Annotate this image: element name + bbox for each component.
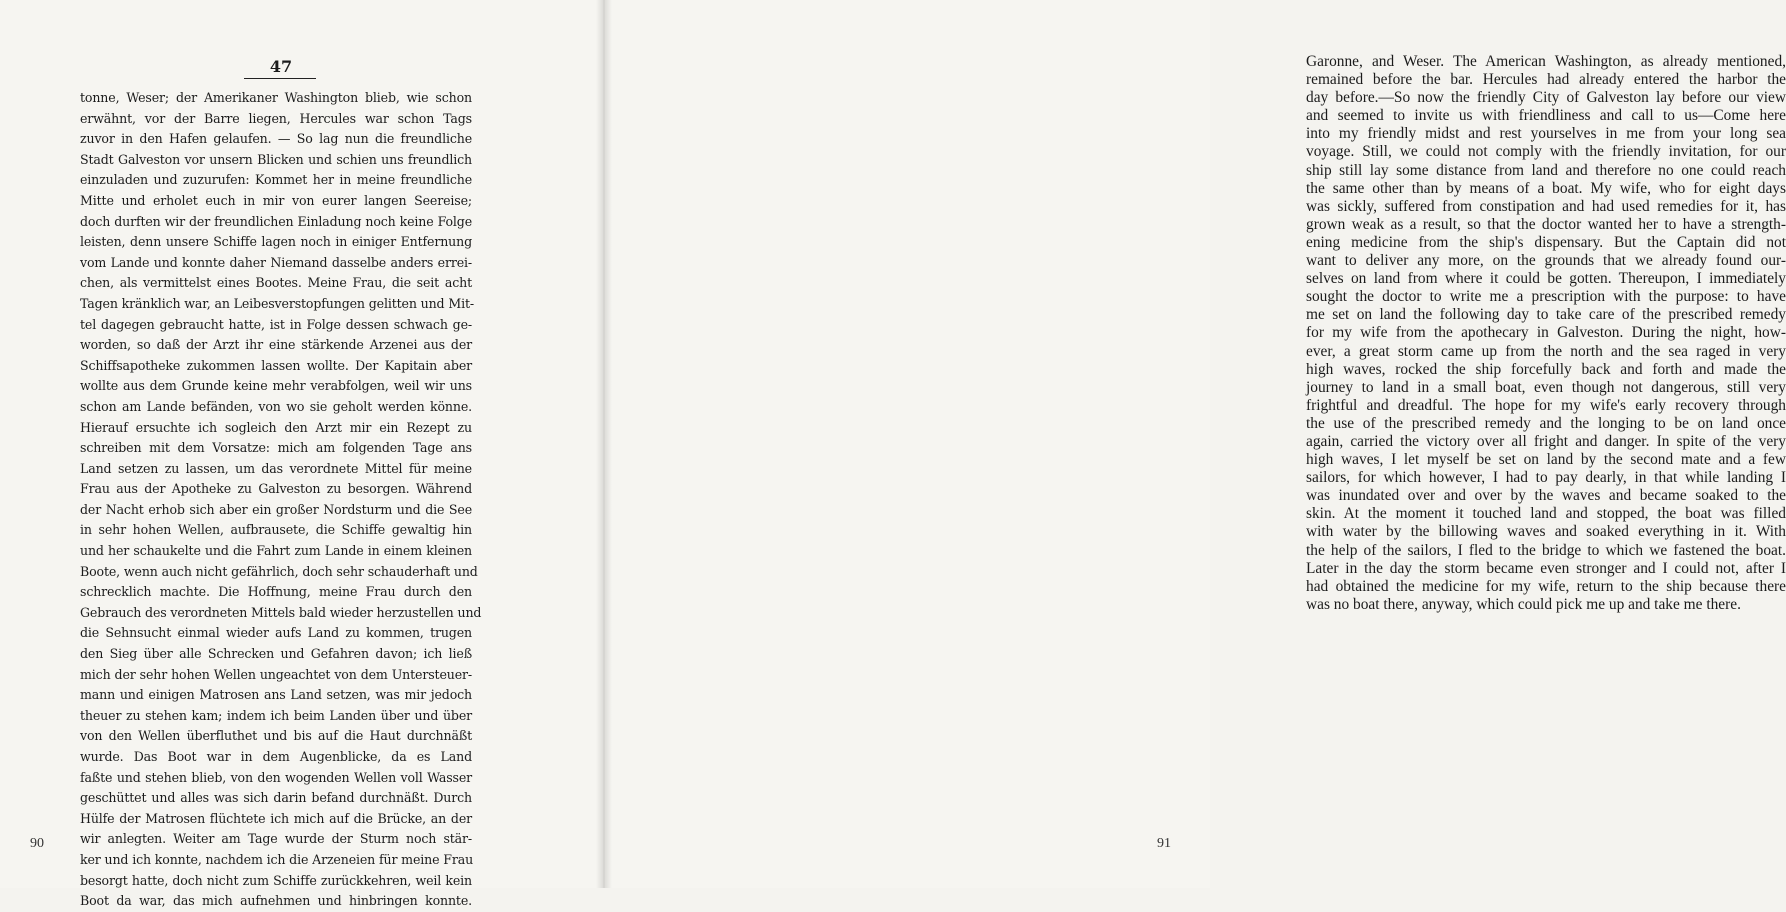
right-page (604, 0, 1786, 888)
text-line: worden, so daß der Arzt ihr eine stärkende Arzenei aus der (80, 337, 472, 353)
text-line: geschüttet und alles was sich darin befand durchnäßt. Durch (80, 790, 472, 806)
text-line: wurde. Das Boot war in dem Augenblicke, da es Land (80, 749, 472, 764)
text-line: sought the doctor to write me a prescription with the purpose: to have (1306, 288, 1786, 306)
text-line: schrecklich machte. Die Hoffnung, meine Frau durch den (80, 584, 472, 600)
text-line: chen, als vermittelst eines Bootes. Meine Frau, die seit acht (80, 275, 472, 291)
text-line: frightful and dreadful. The hope for my wife's early recovery through (1306, 396, 1786, 414)
text-line: mich der sehr hohen Wellen ungeachtet von dem Untersteuer- (80, 666, 472, 682)
text-line: Land setzen zu lassen, um das verordnete Mittel für meine (80, 460, 472, 476)
text-line: had obtained the medicine for my wife, return to the ship because there (1306, 577, 1786, 595)
text-line: voyage. Still, we could not comply with the friendly invitation, for our (1306, 143, 1786, 161)
text-line: day before.—So now the friendly City of Galveston lay before our view (1306, 89, 1786, 107)
text-line: einzuladen und zuzurufen: Kommet her in meine freundliche (80, 172, 472, 188)
text-line: remained before the bar. Hercules had already entered the harbor the (1306, 71, 1786, 89)
text-line: theuer zu stehen kam; indem ich beim Landen über und über (80, 707, 472, 723)
text-line: selves on land from where it could be gotten. Thereupon, I immediately (1306, 270, 1786, 288)
text-line: the help of the sailors, I fled to the bridge to which we fastened the boat. (1306, 541, 1786, 559)
text-line: doch durften wir der freundlichen Einladung noch keine Folge (80, 213, 472, 229)
text-line: von den Wellen überfluthet und bis auf die Haut durchnäßt (80, 728, 472, 744)
text-line: Schiffsapotheke zukommen lassen wollte. Der Kapitain aber (80, 357, 472, 373)
text-line: vom Lande und konnte daher Niemand dasselbe anders errei- (80, 254, 472, 270)
text-line: Later in the day the storm became even stronger and I could not, after I (1306, 559, 1786, 577)
text-line: was sickly, suffered from constipation and had used remedies for it, has (1306, 197, 1786, 215)
text-line: der Nacht erhob sich aber ein großer Nordsturm und die See (80, 501, 472, 517)
text-line: with water by the billowing waves and soaked everything in it. With (1306, 523, 1786, 541)
text-line: wollte aus dem Grunde keine mehr verabfolgen, weil wir uns (80, 378, 472, 394)
text-line: ship still lay some distance from land and therefore no one could reach (1306, 161, 1786, 179)
text-line: sailors, for which however, I had to pay dearly, in that while landing I (1306, 469, 1786, 487)
text-line: den Sieg über alle Schrecken und Gefahren davon; ich ließ (80, 646, 472, 662)
text-line: zuvor in den Hafen gelaufen. — So lag nun die freundliche (80, 131, 472, 147)
left-folio: 90 (30, 836, 44, 851)
text-line: high waves, rocked the ship forcefully back and forth and made the (1306, 360, 1786, 378)
text-line: ening medicine from the ship's dispensary. But the Captain did not (1306, 233, 1786, 251)
text-line: Stadt Galveston vor unsern Blicken und schien uns freundlich (80, 151, 472, 167)
text-line: in sehr hohen Wellen, aufbrausete, die Schiffe gewaltig hin (80, 522, 472, 538)
text-line: was no boat there, anyway, which could pick me up and take me there. (1306, 595, 1741, 613)
page-number-rule (244, 78, 316, 79)
text-line: ever, a great storm came up from the north and the sea raged in very (1306, 342, 1786, 360)
text-line: skin. At the moment it touched land and stopped, the boat was filled (1306, 505, 1786, 523)
text-line: Hierauf ersuchte ich sogleich den Arzt mir ein Rezept zu (80, 419, 472, 435)
text-line: mann und einigen Matrosen ans Land setzen, was mir jedoch (80, 687, 472, 703)
text-line: was inundated over and over by the waves and became soaked to the (1306, 487, 1786, 505)
text-line: erwähnt, vor der Barre liegen, Hercules war schon Tags (80, 110, 472, 126)
text-line: faßte und stehen blieb, von den wogenden Wellen voll Wasser (80, 769, 472, 785)
german-text-block (80, 88, 482, 912)
text-line: for my wife from the apothecary in Galveston. During the night, how- (1306, 324, 1786, 342)
text-line: tonne, Weser; der Amerikaner Washington blieb, wie schon (80, 90, 472, 105)
text-line: ker und ich konnte, nachdem ich die Arzeneien für meine Frau (80, 851, 474, 867)
text-line: wir anlegten. Weiter am Tage wurde der Sturm noch stär- (80, 831, 472, 847)
text-line: Gebrauch des verordneten Mittels bald wieder herzustellen und (80, 604, 482, 620)
text-line: Frau aus der Apotheke zu Galveston zu besorgen. Während (80, 481, 472, 497)
text-line: besorgt hatte, doch nicht zum Schiffe zurückkehren, weil kein (80, 872, 472, 888)
text-line: high waves, I let myself be set on land by the second mate and a few (1306, 451, 1786, 469)
right-folio: 91 (1157, 836, 1171, 851)
text-line: into my friendly midst and rest yourselves in me from your long sea (1306, 125, 1786, 143)
text-line: grown weak as a result, so that the doctor wanted her to have a strength- (1306, 215, 1786, 233)
text-line: schreiben mit dem Vorsatze: mich am folgenden Tage ans (80, 440, 472, 456)
left-page (0, 0, 604, 909)
text-line: again, carried the victory over all fright and danger. In spite of the very (1306, 432, 1786, 450)
text-line: die Sehnsucht einmal wieder aufs Land zu kommen, trugen (80, 625, 472, 641)
text-line: leisten, denn unsere Schiffe lagen noch in einiger Entfernung (80, 234, 472, 250)
text-line: tel dagegen gebraucht hatte, ist in Folge dessen schwach ge- (80, 316, 472, 332)
text-line: want to deliver any more, on the grounds that we already found our- (1306, 252, 1786, 270)
original-page-number: 47 (269, 57, 293, 76)
text-line: Boot da war, das mich aufnehmen und hinbringen konnte. (80, 893, 472, 909)
text-line: journey to land in a small boat, even though not dangerous, still very (1306, 378, 1786, 396)
text-line: the use of the prescribed remedy and the longing to be on land once (1306, 414, 1786, 432)
text-line: und her schaukelte und die Fahrt zum Lande in einem kleinen (80, 543, 472, 559)
text-line: Hülfe der Matrosen flüchtete ich mich auf die Brücke, an der (80, 810, 472, 826)
english-text-block (1306, 53, 1786, 614)
text-line: me set on land the following day to take care of the prescribed remedy (1306, 306, 1786, 324)
text-line: Tagen kränklich war, an Leibesverstopfungen gelitten und Mit- (80, 295, 474, 311)
text-line: Garonne, and Weser. The American Washington, as already mentioned, (1306, 53, 1786, 70)
text-line: and seemed to invite us with friendliness and call to us—Come here (1306, 107, 1786, 125)
text-line: the same other than by means of a boat. My wife, who for eight days (1306, 179, 1786, 197)
book-gutter (596, 0, 612, 888)
text-line: Boote, wenn auch nicht gefährlich, doch sehr schauderhaft und (80, 563, 478, 579)
text-line: Mitte und erholet euch in mir von eurer langen Seereise; (80, 192, 472, 208)
text-line: schon am Lande befänden, von wo sie geholt werden könne. (80, 398, 472, 414)
